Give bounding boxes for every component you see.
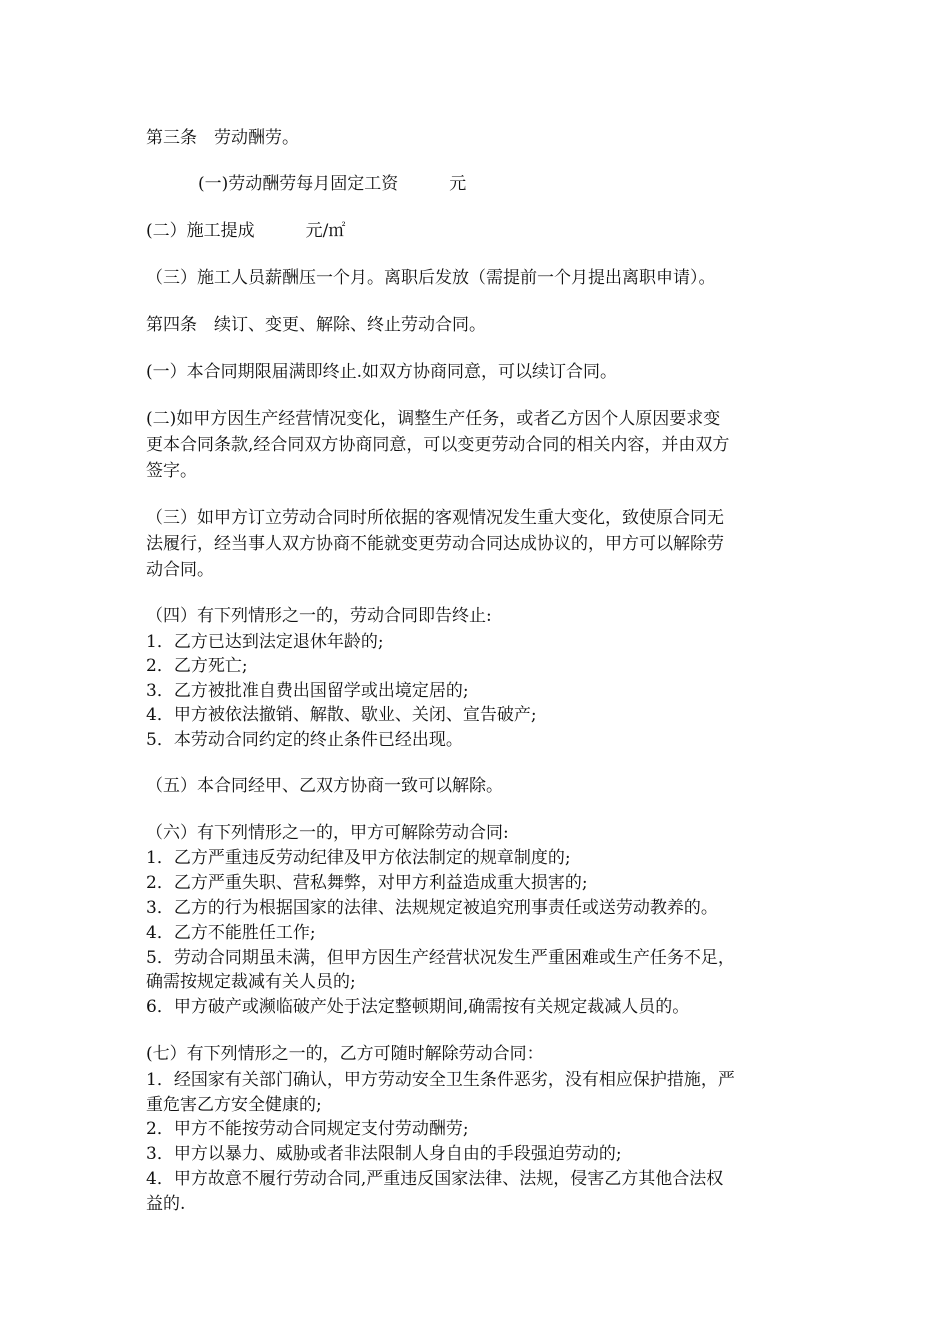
article-4-item-6-line: 1．乙方严重违反劳动纪律及甲方依法制定的规章制度的; bbox=[146, 848, 571, 868]
article-4-item-4-line: 3．乙方被批准自费出国留学或出境定居的; bbox=[146, 681, 469, 701]
article-4-item-6-line: 6．甲方破产或濒临破产处于法定整顿期间,确需按有关规定裁减人员的。 bbox=[146, 997, 690, 1017]
article-4-item-6-line: 2．乙方严重失职、营私舞弊，对甲方利益造成重大损害的; bbox=[146, 873, 588, 893]
article-3-heading: 第三条 劳动酬劳。 bbox=[146, 128, 299, 148]
article-4-item-5: （五）本合同经甲、乙双方协商一致可以解除。 bbox=[146, 776, 503, 796]
article-4-item-7-line: 1．经国家有关部门确认，甲方劳动安全卫生条件恶劣，没有相应保护措施，严 bbox=[146, 1070, 735, 1090]
article-4-item-2-line: 更本合同条款,经合同双方协商同意，可以变更劳动合同的相关内容，并由双方 bbox=[146, 435, 730, 455]
article-4-item-7-line: 3．甲方以暴力、威胁或者非法限制人身自由的手段强迫劳动的; bbox=[146, 1144, 622, 1164]
article-4-item-4-line: 4．甲方被依法撤销、解散、歇业、关闭、宣告破产; bbox=[146, 705, 537, 725]
article-4-item-6-line: （六）有下列情形之一的，甲方可解除劳动合同: bbox=[146, 823, 509, 843]
article-4-item-7-line: (七）有下列情形之一的，乙方可随时解除劳动合同： bbox=[146, 1044, 544, 1064]
article-4-item-3-line: （三）如甲方订立劳动合同时所依据的客观情况发生重大变化，致使原合同无 bbox=[146, 508, 724, 528]
article-4-item-4-line: 5．本劳动合同约定的终止条件已经出现。 bbox=[146, 730, 463, 750]
article-4-item-4-line: （四）有下列情形之一的，劳动合同即告终止: bbox=[146, 606, 492, 626]
article-4-item-6-line: 3．乙方的行为根据国家的法律、法规规定被追究刑事责任或送劳动教养的。 bbox=[146, 898, 718, 918]
article-4-item-4-line: 1．乙方已达到法定退休年龄的; bbox=[146, 632, 384, 652]
article-4-item-7-line: 2．甲方不能按劳动合同规定支付劳动酬劳; bbox=[146, 1119, 469, 1139]
article-4-item-7-line: 4．甲方故意不履行劳动合同,严重违反国家法律、法规，侵害乙方其他合法权 bbox=[146, 1169, 724, 1189]
article-4-heading: 第四条 续订、变更、解除、终止劳动合同。 bbox=[146, 315, 486, 335]
article-4-item-6-line: 确需按规定裁减有关人员的; bbox=[146, 972, 356, 992]
article-4-item-6-line: 4．乙方不能胜任工作; bbox=[146, 923, 316, 943]
article-3-item-2: (二）施工提成 元/㎡ bbox=[146, 221, 346, 241]
article-3-item-1: (一)劳动酬劳每月固定工资 元 bbox=[198, 174, 467, 194]
article-4-item-7-line: 益的. bbox=[146, 1194, 186, 1214]
article-4-item-3-line: 动合同。 bbox=[146, 560, 214, 580]
article-4-item-4-line: 2．乙方死亡; bbox=[146, 656, 248, 676]
article-4-item-2-line: 签字。 bbox=[146, 461, 197, 481]
article-4-item-1: (一）本合同期限届满即终止.如双方协商同意，可以续订合同。 bbox=[146, 362, 618, 382]
article-4-item-7-line: 重危害乙方安全健康的; bbox=[146, 1095, 322, 1115]
article-3-item-3: （三）施工人员薪酬压一个月。离职后发放（需提前一个月提出离职申请）。 bbox=[146, 268, 716, 288]
article-4-item-3-line: 法履行，经当事人双方协商不能就变更劳动合同达成协议的，甲方可以解除劳 bbox=[146, 534, 724, 554]
article-4-item-6-line: 5．劳动合同期虽未满，但甲方因生产经营状况发生严重困难或生产任务不足， bbox=[146, 948, 735, 968]
article-4-item-2-line: (二)如甲方因生产经营情况变化，调整生产任务，或者乙方因个人原因要求变 bbox=[146, 409, 721, 429]
